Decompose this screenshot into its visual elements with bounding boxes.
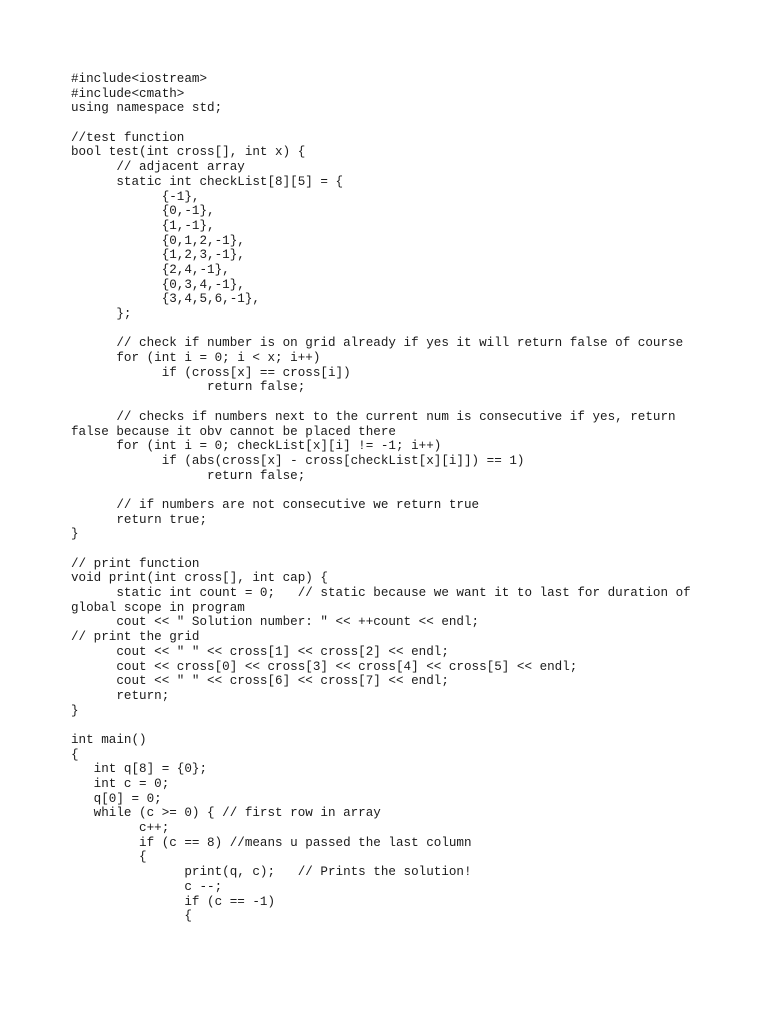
- code-line: // print the grid: [71, 630, 200, 645]
- code-line: return false;: [71, 468, 306, 483]
- code-line: [71, 116, 731, 131]
- code-line: return;: [71, 688, 170, 703]
- code-line: if (c == 8) //means u passed the last column: [71, 835, 472, 850]
- code-line: [71, 395, 731, 410]
- code-line: cout << " Solution number: " << ++count << endl;: [71, 615, 480, 630]
- code-line: int c = 0;: [71, 777, 170, 791]
- code-line: static int count = 0; // static because we want it to last for duration of: [71, 586, 691, 601]
- code-line: false because it obv cannot be placed there: [71, 424, 396, 439]
- code-line: for (int i = 0; checkList[x][i] != -1; i++): [71, 439, 442, 454]
- code-line: static int checkList[8][5] = {: [71, 174, 344, 189]
- code-line: c++;: [71, 821, 170, 836]
- code-line: }: [71, 527, 79, 542]
- code-line: #include<cmath>: [71, 86, 185, 101]
- code-line: // print function: [71, 556, 200, 571]
- code-line: int q[8] = {0};: [71, 762, 208, 777]
- code-line: {0,3,4,-1},: [71, 277, 245, 292]
- code-line: print(q, c); // Prints the solution!: [71, 865, 472, 880]
- code-line: {: [71, 850, 147, 865]
- code-line: // adjacent array: [71, 160, 245, 175]
- code-line: {1,-1},: [71, 218, 215, 233]
- code-line: {: [71, 747, 79, 762]
- code-line: {: [71, 909, 192, 924]
- code-line: //test function: [71, 130, 185, 145]
- code-listing: [71, 72, 731, 924]
- code-line: }: [71, 703, 79, 718]
- code-line: {0,1,2,-1},: [71, 233, 245, 248]
- code-line: if (cross[x] == cross[i]): [71, 365, 351, 380]
- code-line: #include<iostream>: [71, 72, 208, 86]
- code-line: c --;: [71, 879, 223, 894]
- code-line: return true;: [71, 512, 208, 527]
- code-line: cout << cross[0] << cross[3] << cross[4] << cross[5] << endl;: [71, 659, 578, 674]
- code-line: // checks if numbers next to the current num is consecutive if yes, return: [71, 409, 676, 424]
- code-line: if (abs(cross[x] - cross[checkList[x][i]]) == 1): [71, 453, 525, 468]
- code-line: void print(int cross[], int cap) {: [71, 571, 328, 586]
- code-line: {0,-1},: [71, 204, 215, 219]
- code-line: };: [71, 307, 132, 321]
- code-line: // check if number is on grid already if yes it will return false of course: [71, 336, 684, 351]
- code-line: [71, 542, 731, 557]
- code-line: if (c == -1): [71, 894, 276, 909]
- code-line: for (int i = 0; i < x; i++): [71, 351, 321, 366]
- code-line: q[0] = 0;: [71, 791, 162, 806]
- code-line: global scope in program: [71, 600, 245, 615]
- code-line: bool test(int cross[], int x) {: [71, 145, 306, 160]
- code-line: return false;: [71, 380, 306, 395]
- code-line: while (c >= 0) { // first row in array: [71, 806, 381, 821]
- code-line: {3,4,5,6,-1},: [71, 292, 260, 307]
- code-line: // if numbers are not consecutive we return true: [71, 497, 480, 512]
- code-line: using namespace std;: [71, 101, 223, 116]
- code-line: cout << " " << cross[1] << cross[2] << endl;: [71, 644, 449, 659]
- code-line: [71, 483, 731, 498]
- code-line: cout << " " << cross[6] << cross[7] << endl;: [71, 674, 449, 689]
- code-line: [71, 718, 731, 733]
- code-line: {-1},: [71, 189, 200, 204]
- code-line: int main(): [71, 732, 147, 747]
- code-line: [71, 322, 731, 337]
- code-line: {1,2,3,-1},: [71, 248, 245, 263]
- code-line: {2,4,-1},: [71, 262, 230, 277]
